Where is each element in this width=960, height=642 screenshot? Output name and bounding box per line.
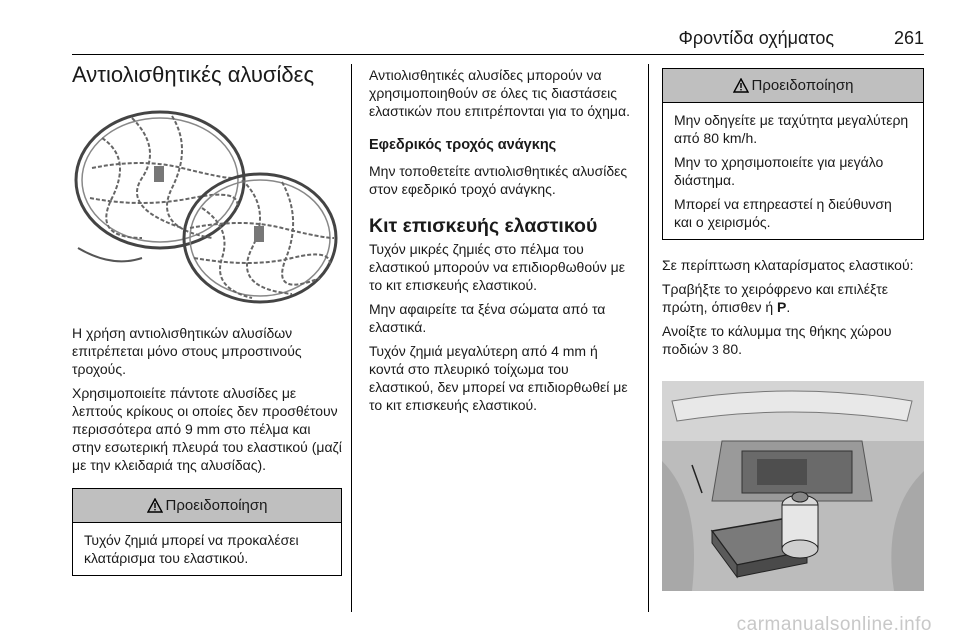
left-column (72, 60, 342, 576)
paragraph (662, 322, 924, 359)
subsection-heading: Εφεδρικός τροχός ανάγκης (369, 137, 557, 153)
page-reference: 80. (718, 341, 743, 357)
column-divider (351, 64, 352, 612)
paragraph: Η χρήση αντιολισθητικών αλυσίδων επιτρέπεται μόνο στους μπροστινούς τροχούς. (72, 325, 302, 377)
warning-header (73, 489, 341, 523)
warning-text: Τυχόν ζημιά μπορεί να προκαλέσει κλατάρισμα του ελαστικού. (84, 532, 299, 566)
paragraph: Μην τοποθετείτε αντιολισθητικές αλυσίδες στον εφεδρικό τροχό ανάγκης. (369, 163, 628, 197)
warning-box (72, 488, 342, 576)
paragraph: Αντιολισθητικές αλυσίδες μπορούν να χρησιμοποιηθούν σε όλες τις διαστάσεις ελαστικών που επιτρέπονται για το όχημα. (369, 67, 630, 119)
middle-column (369, 60, 635, 420)
warning-title: Προειδοποίηση (751, 77, 854, 94)
warning-header (663, 69, 923, 103)
warning-title: Προειδοποίηση (165, 497, 268, 514)
paragraph: Χρησιμοποιείτε πάντοτε αλυσίδες με λεπτούς κρίκους οι οποίες δεν προσθέτουν περισσότερα από 9 mm στο πέλμα και στην εσωτερική πλευρά του ελαστικού (μαζί με την κλειδαριά της αλυσίδας). (72, 385, 342, 473)
warning-box (662, 68, 924, 240)
warning-triangle-icon (147, 498, 163, 513)
right-column (662, 60, 924, 591)
snow-chains-illustration (72, 98, 340, 310)
paragraph: Τυχόν ζημιά μεγαλύτερη από 4 mm ή κοντά στο πλευρικό τοίχωμα του ελαστικού, δεν μπορεί να επιδιορθωθεί με το κιτ επισκευής ελαστικού. (369, 343, 628, 413)
header-divider (72, 54, 924, 55)
paragraph: Τυχόν μικρές ζημιές στο πέλμα του ελαστικού μπορούν να επιδιορθωθούν με το κιτ επισκευής ελαστικού. (369, 241, 625, 293)
page-reference-icon: 3 (711, 343, 719, 357)
warning-text: Μην το χρησιμοποιείτε για μεγάλο διάστημα. (674, 154, 884, 188)
section-title: Φροντίδα οχήματος (678, 28, 834, 48)
page-header (72, 28, 924, 54)
paragraph: Σε περίπτωση κλαταρίσματος ελαστικού: (662, 257, 914, 273)
column-divider (648, 64, 649, 612)
paragraph (662, 280, 924, 316)
paragraph-text: Ανοίξτε το κάλυμμα της θήκης χώρου ποδιών (662, 323, 892, 357)
gear-position-p: P (777, 299, 787, 315)
watermark: carmanualsonline.info (736, 614, 932, 635)
paragraph-text: Τραβήξτε το χειρόφρενο και επιλέξτε πρώτη, όπισθεν ή (662, 281, 889, 315)
repair-kit-icon (662, 381, 924, 591)
warning-text: Μπορεί να επηρεαστεί η διεύθυνση και ο χειρισμός. (674, 196, 892, 230)
foot-well-storage-illustration (662, 381, 924, 591)
page-number: 261 (893, 28, 924, 48)
warning-text: Μην οδηγείτε με ταχύτητα μεγαλύτερη από 80 km/h. (674, 112, 909, 146)
paragraph-end: . (786, 299, 791, 315)
snow-chains-icon (72, 98, 340, 310)
warning-triangle-icon (733, 78, 749, 93)
section-heading: Κιτ επισκευής ελαστικού (369, 215, 598, 237)
paragraph: Μην αφαιρείτε τα ξένα σώματα από τα ελαστικά. (369, 301, 606, 335)
section-heading: Αντιολισθητικές αλυσίδες (72, 62, 315, 87)
